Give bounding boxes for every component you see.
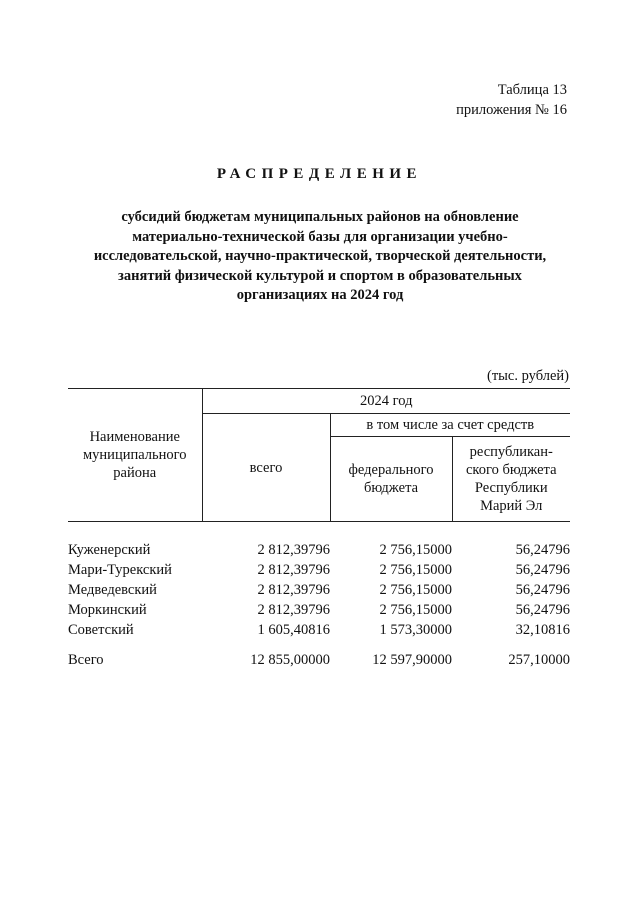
document-heading: РАСПРЕДЕЛЕНИЕ bbox=[216, 166, 423, 182]
federal-value: 2 756,15000 bbox=[379, 562, 452, 578]
table-row bbox=[68, 560, 570, 580]
subsidy-table bbox=[68, 388, 570, 670]
total-row-label: Всего bbox=[68, 652, 104, 668]
total-value: 2 812,39796 bbox=[257, 562, 330, 578]
district-name: Медведевский bbox=[68, 582, 157, 598]
grand-total-value: 12 855,00000 bbox=[250, 652, 330, 668]
district-name: Куженерский bbox=[68, 542, 151, 558]
federal-value: 2 756,15000 bbox=[379, 582, 452, 598]
table-reference bbox=[456, 80, 567, 120]
document-subtitle bbox=[70, 208, 570, 306]
subtitle-line: исследовательской, научно-практической, творческой деятельности, bbox=[93, 248, 547, 264]
federal-value: 2 756,15000 bbox=[379, 542, 452, 558]
header-republic: республикан- ского бюджета Республики Марий Эл bbox=[452, 437, 570, 522]
total-value: 2 812,39796 bbox=[257, 602, 330, 618]
district-name: Моркинский bbox=[68, 602, 147, 618]
total-value: 2 812,39796 bbox=[257, 542, 330, 558]
district-name: Советский bbox=[68, 622, 134, 638]
table-row bbox=[68, 620, 570, 640]
header-name: Наименование муниципального района bbox=[68, 389, 202, 522]
total-row bbox=[68, 650, 570, 670]
federal-value: 1 573,30000 bbox=[379, 622, 452, 638]
republic-value: 56,24796 bbox=[515, 582, 570, 598]
republic-value: 56,24796 bbox=[515, 562, 570, 578]
table-number: Таблица 13 bbox=[497, 82, 567, 98]
table-row bbox=[68, 540, 570, 560]
header-year: 2024 год bbox=[202, 389, 570, 414]
appendix-number: приложения № 16 bbox=[456, 102, 567, 118]
table-row bbox=[68, 580, 570, 600]
header-federal: федерального бюджета bbox=[330, 437, 452, 522]
total-value: 2 812,39796 bbox=[257, 582, 330, 598]
federal-total-value: 12 597,90000 bbox=[372, 652, 452, 668]
table-row bbox=[68, 600, 570, 620]
subtitle-line: субсидий бюджетам муниципальных районов на обновление bbox=[121, 209, 519, 225]
subtitle-line: занятий физической культурой и спортом в образовательных bbox=[118, 267, 522, 284]
total-value: 1 605,40816 bbox=[257, 622, 330, 638]
republic-total-value: 257,10000 bbox=[508, 652, 570, 668]
subtitle-line: организациях на 2024 год bbox=[236, 287, 404, 303]
header-including: в том числе за счет средств bbox=[330, 414, 570, 437]
unit-label: (тыс. рублей) bbox=[487, 368, 569, 384]
district-name: Мари-Турекский bbox=[68, 562, 172, 578]
federal-value: 2 756,15000 bbox=[379, 602, 452, 618]
subtitle-line: материально-технической базы для организации учебно- bbox=[132, 228, 508, 245]
republic-value: 56,24796 bbox=[515, 602, 570, 618]
republic-value: 32,10816 bbox=[515, 622, 570, 638]
header-total: всего bbox=[202, 414, 330, 522]
republic-value: 56,24796 bbox=[515, 542, 570, 558]
